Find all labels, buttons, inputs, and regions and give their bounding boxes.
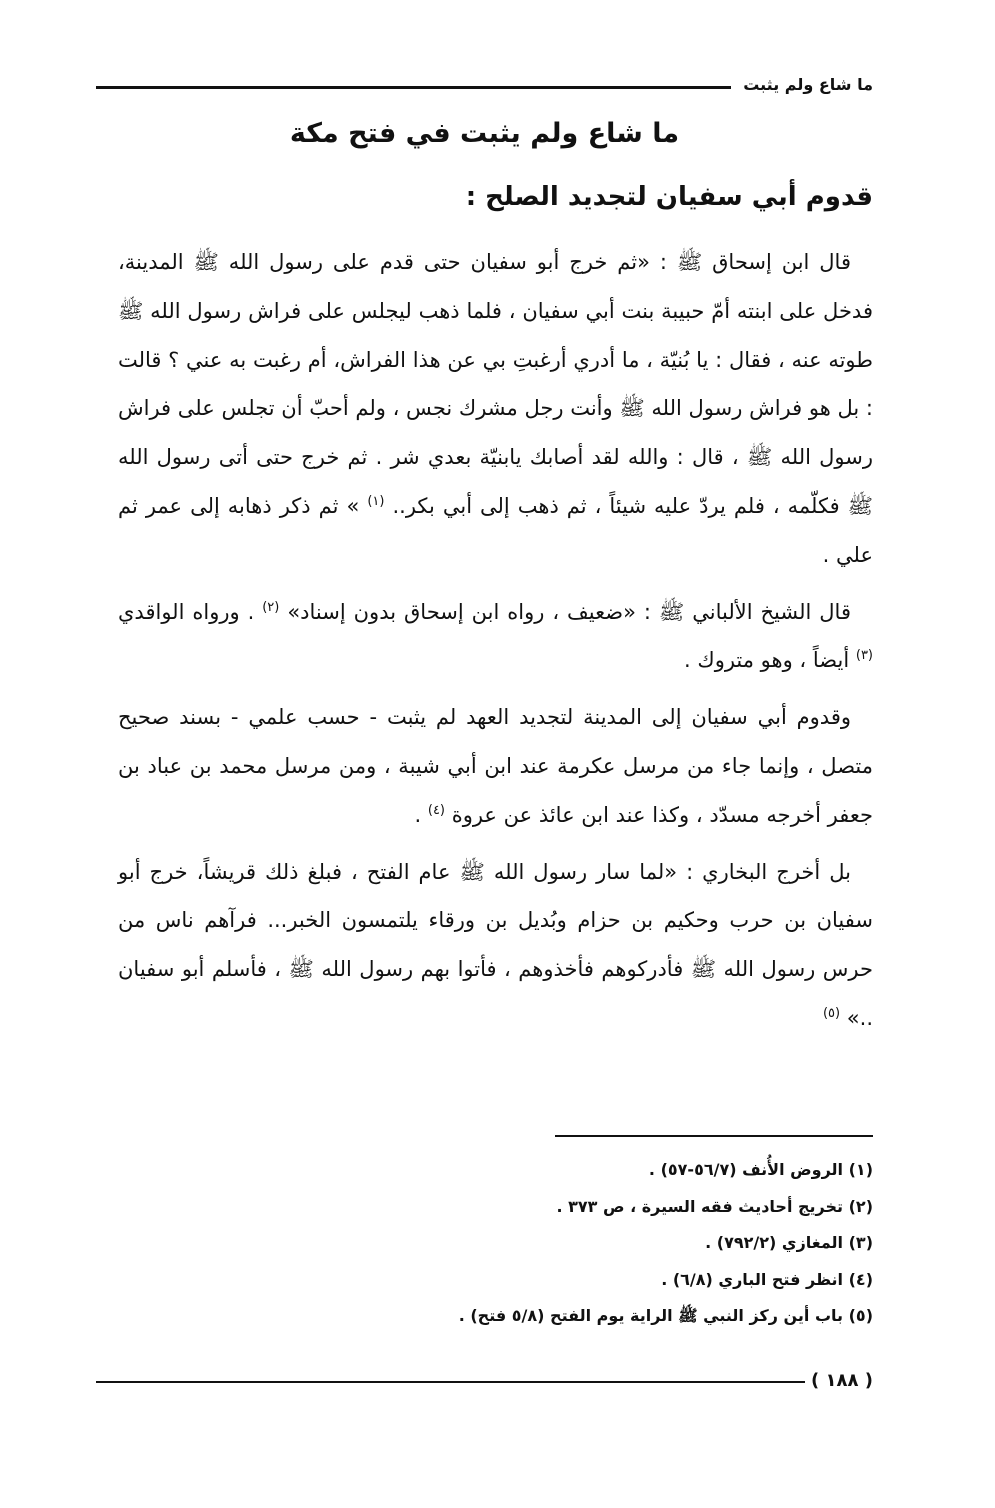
section-heading: قدوم أبي سفيان لتجديد الصلح : <box>465 182 873 212</box>
footnote: (٥) باب أين ركز النبي ﷺ الراية يوم الفتح (٥/٨ فتح) . <box>458 1306 873 1325</box>
paragraph-text: قال ابن إسحاق ﷺ : «ثم خرج أبو سفيان حتى قدم على رسول الله ﷺ المدينة، فدخل على ابنته أمّ حبيبة بنت أبي سفيان ، فلما ذهب ليجلس على فراش رسول الله ﷺ طوته عنه ، فقال : يا بُنيّة ، ما أدري أرغبتِ بي عن هذا الفراش، أم رغبت به عني ؟ قالت : بل هو فراش رسول الله ﷺ وأنت رجل مشرك نجس ، ولم أحبّ أن تجلس على فراش رسول الله ﷺ ، قال : والله لقد أصابك يابنيّة بعدي شر . ثم خرج حتى أتى رسول الله ﷺ فكلّمه ، فلم يردّ عليه شيئاً ، ثم ذهب إلى أبي بكر.. <box>118 250 873 518</box>
footnotes <box>118 1152 873 1335</box>
footnote: (٣) المغازي (٧٩٢/٢) . <box>705 1233 873 1252</box>
footnote-ref: (٢) <box>262 599 280 615</box>
running-header <box>96 70 873 98</box>
footnote: (٤) انظر فتح الباري (٦/٨) . <box>661 1269 873 1289</box>
paragraph-text: . ورواه الواقدي <box>118 599 255 624</box>
header-rule <box>96 86 731 89</box>
page-footer <box>96 1366 873 1394</box>
footnote: (٢) تخريج أحاديث فقه السيرة ، ص ٣٧٣ . <box>556 1196 873 1216</box>
footnote-separator <box>555 1135 873 1137</box>
footer-rule <box>96 1381 805 1383</box>
footnote-ref: (٤) <box>427 802 445 818</box>
paragraph <box>118 588 873 686</box>
footnote: (١) الروض الأُنف (٥٦/٧-٥٧) . <box>648 1160 873 1179</box>
paragraph-text: قال الشيخ الألباني ﷺ : «ضعيف ، رواه ابن إسحاق بدون إسناد» <box>287 599 851 624</box>
footnote-ref: (٥) <box>822 1005 841 1021</box>
running-header-title: ما شاع ولم يثبت <box>743 74 873 94</box>
paragraph-text: . <box>414 802 422 827</box>
body-text <box>118 238 873 1043</box>
paragraph <box>118 238 873 580</box>
paragraph <box>118 693 873 839</box>
page-number: ( ١٨٨ ) <box>811 1369 873 1391</box>
paragraph-text: أيضاً ، وهو متروك . <box>684 648 850 673</box>
page-title: ما شاع ولم يثبت في فتح مكة <box>289 118 680 149</box>
paragraph <box>118 848 873 1043</box>
paragraph-text: بل أخرج البخاري : «لما سار رسول الله ﷺ عام الفتح ، فبلغ ذلك قريشاً، خرج أبو سفيان بن حرب وحكيم بن حزام وبُديل بن ورقاء يلتمسون الخبر... فرآهم ناس من حرس رسول الله ﷺ فأدركوهم فأخذوهم ، فأتوا بهم رسول الله ﷺ ، فأسلم أبو سفيان ..» <box>118 859 873 1030</box>
footnote-ref: (٣) <box>855 648 873 664</box>
footnote-ref: (١) <box>367 493 385 509</box>
paragraph-text: وقدوم أبي سفيان إلى المدينة لتجديد العهد لم يثبت - حسب علمي - بسند صحيح متصل ، وإنما جاء من مرسل عكرمة عند ابن أبي شيبة ، ومن مرسل محمد بن عباد بن جعفر أخرجه مسدّد ، وكذا عند ابن عائذ عن عروة <box>118 705 873 827</box>
paragraph-text: » ثم ذكر ذهابه إلى عمر ثم علي . <box>118 493 873 567</box>
